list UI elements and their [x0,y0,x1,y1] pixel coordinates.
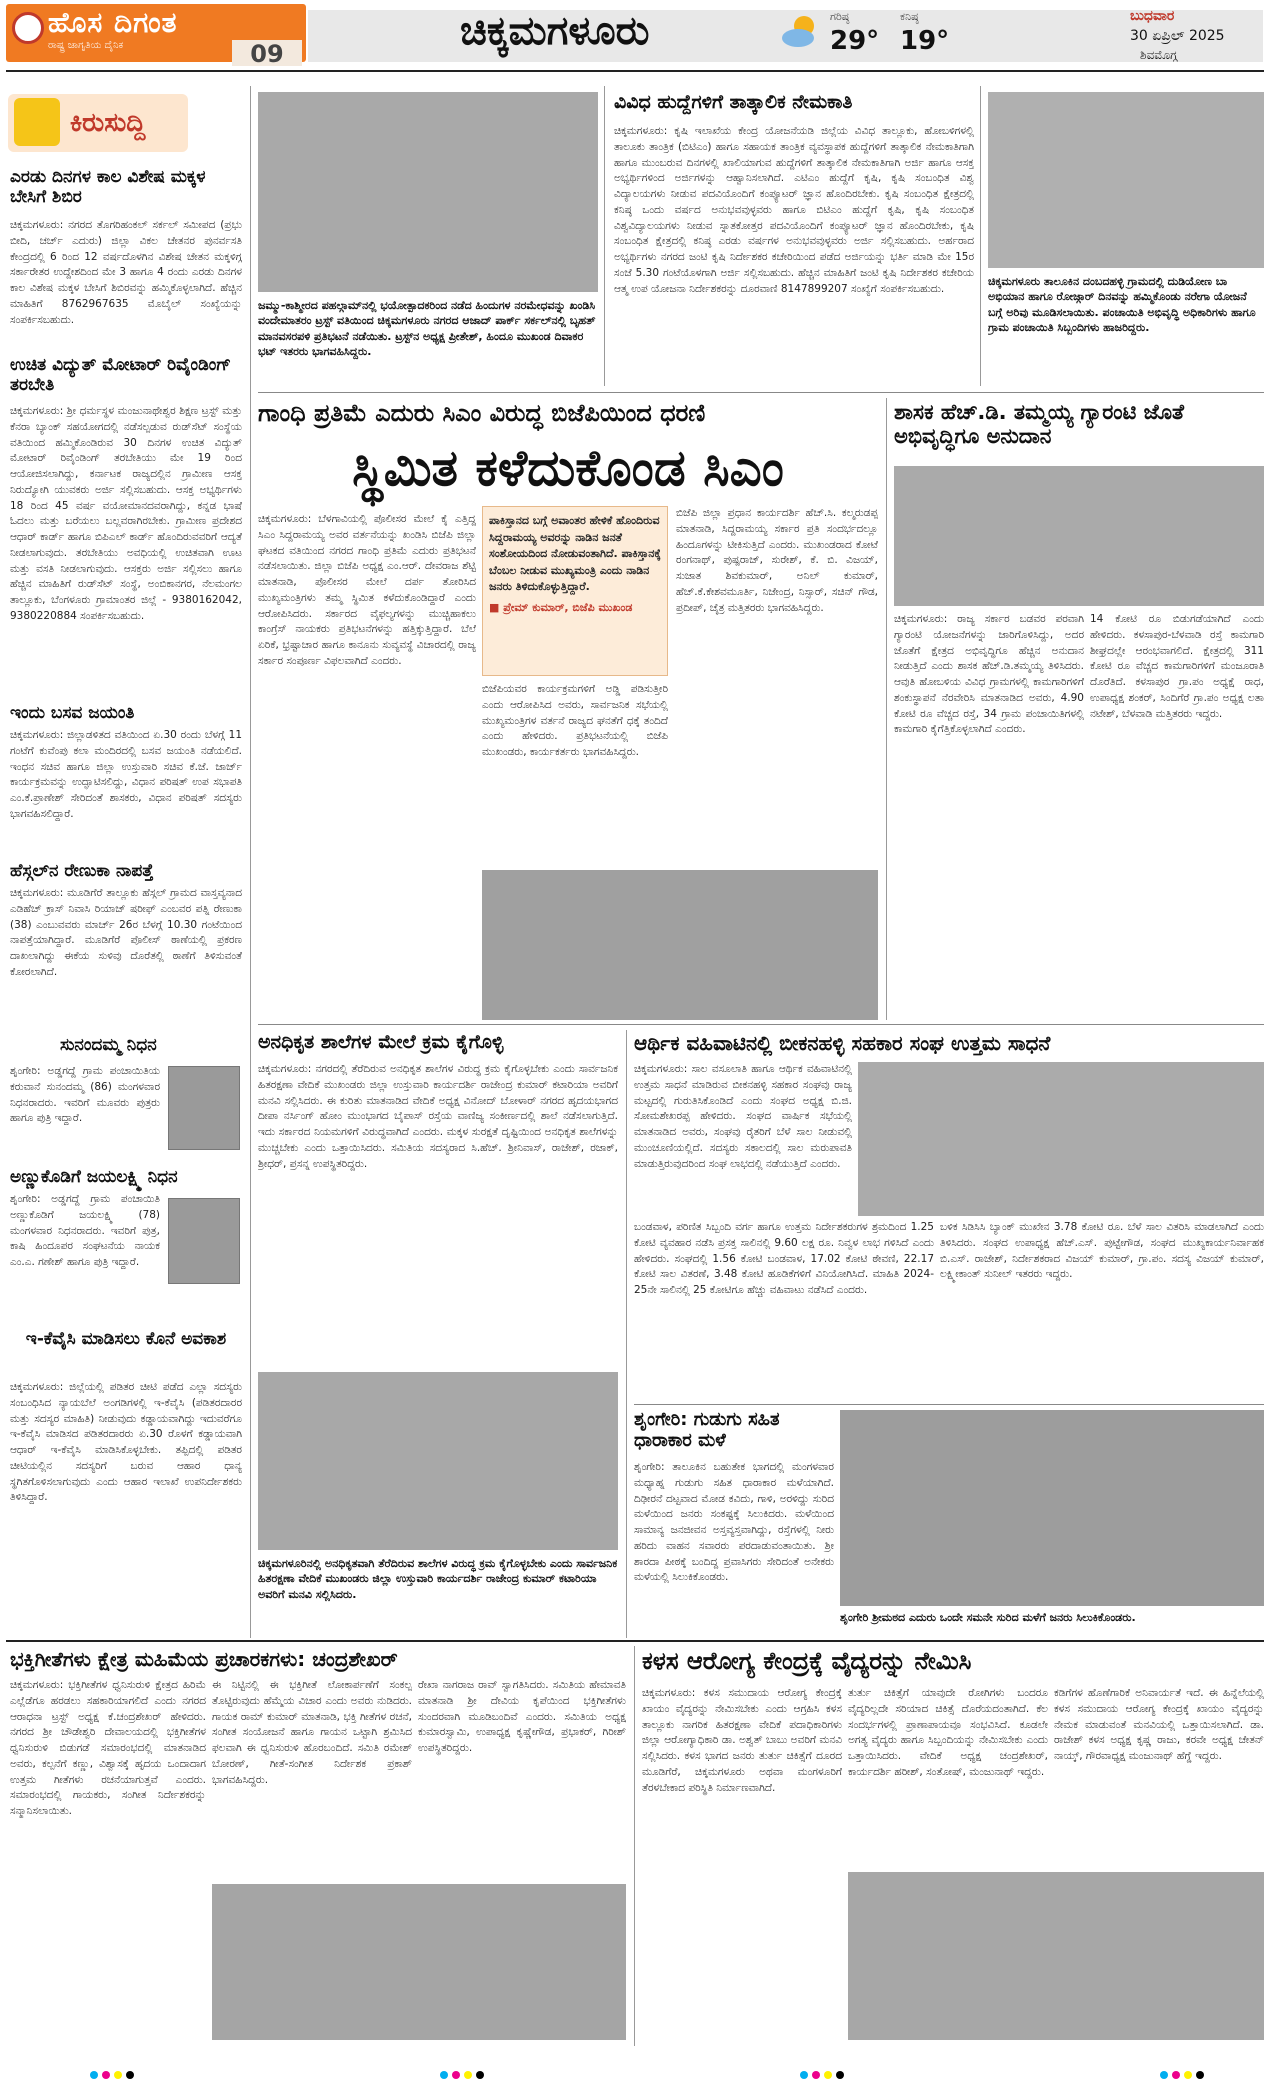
photo-caption: ಜಮ್ಮು-ಕಾಶ್ಮೀರದ ಪಹಲ್ಗಾಮ್‌ನಲ್ಲಿ ಭಯೋತ್ಪಾದಕರಿಂದ ನಡೆದ ಹಿಂದುಗಳ ನರಮೇಧವನ್ನು ಖಂಡಿಸಿ ವಂದೇಮಾತರಂ ಟ್ರಸ್ಟ್ ವತಿಯಿಂದ ಚಿಕ್ಕಮಗಳೂರು ನಗರದ ಆಜಾದ್ ಪಾರ್ಕ್ ಸರ್ಕಲ್‌ನಲ್ಲಿ ಬೃಹತ್ ಮಾನವಸರಪಳಿ ಪ್ರತಿಭಟನೆ ನಡೆಯಿತು. ಟ್ರಸ್ಟ್‌ನ ಅಧ್ಯಕ್ಷ ಪ್ರೀತೇಶ್, ಹಿಂದೂ ಮುಖಂಡ ದಿವಾಕರ ಭಟ್ ಇತರರು ಭಾಗವಹಿಸಿದ್ದರು. [258,299,596,359]
health-body: ಚಿಕ್ಕಮಗಳೂರು: ಕಳಸ ಸಮುದಾಯ ಆರೋಗ್ಯ ಕೇಂದ್ರಕ್ಕೆ ಖಾಯಂ ವೈದ್ಯರನ್ನು ನೇಮಿಸಬೇಕು ಎಂದು ಆಗ್ರಹಿಸಿ ಕಳಸ ತಾಲ್ಲೂಕು ನಾಗರಿಕ ಹಿತರಕ್ಷಣಾ ವೇದಿಕೆ ಪದಾಧಿಕಾರಿಗಳು ಜಿಲ್ಲಾ ಆರೋಗ್ಯಾಧಿಕಾರಿ ಡಾ. ಅಶ್ವತ್ ಬಾಬು ಅವರಿಗೆ ಮನವಿ ಸಲ್ಲಿಸಿದರು. ಕಳಸ ಭಾಗದ ಜನರು ತುರ್ತು ಚಿಕಿತ್ಸೆಗೆ ದೂರದ ಮೂಡಿಗೆರೆ, ಚಿಕ್ಕಮಗಳೂರು ಅಥವಾ ಮಂಗಳೂರಿಗೆ ತೆರಳಬೇಕಾದ ಪರಿಸ್ಥಿತಿ ನಿರ್ಮಾಣವಾಗಿದೆ. [642,1687,842,1794]
school-memo-photo [258,1372,618,1550]
bhakti-body: ಚಿಕ್ಕಮಗಳೂರು: ಭಕ್ತಿಗೀತೆಗಳ ಧ್ವನಿಸುರುಳಿ ಕ್ಷೇತ್ರದ ಹಿರಿಮೆ ಎಲ್ಲೆಡೆಗೂ ಹರಡಲು ಸಹಕಾರಿಯಾಗಲಿದೆ ಎಂದು ನಗರದ ಆರಾಧನಾ ಟ್ರಸ್ಟ್ ಅಧ್ಯಕ್ಷ ಕೆ.ಚಂದ್ರಶೇಖರ್ ಹೇಳಿದರು. ನಗರದ ಶ್ರೀ ಚೌಡೇಶ್ವರಿ ದೇವಾಲಯದಲ್ಲಿ ಭಕ್ತಿಗೀತೆಗಳ ಧ್ವನಿಸುರುಳಿ ಬಿಡುಗಡೆ ಸಮಾರಂಭದಲ್ಲಿ ಮಾತನಾಡಿದ ಅವರು, ಕಲ್ಪನೆಗೆ ಕಣ್ಣು, ವಿಶ್ವಾಸಕ್ಕೆ ಹೃದಯ ಒಂದಾದಾಗ ಉತ್ತಮ ಗೀತೆಗಳು ರಚನೆಯಾಗುತ್ತವೆ ಎಂದರು. ಸಮಾರಂಭದಲ್ಲಿ ಗಾಯಕರು, ಸಂಗೀತ ನಿರ್ದೇಶಕರನ್ನು ಸನ್ಮಾನಿಸಲಾಯಿತು. [10,1679,206,1817]
obituary-headline: ಅಣ್ಣುಕೊಡಿಗೆ ಜಯಲಕ್ಷ್ಮಿ ನಿಧನ [10,1167,178,1187]
lead-quote: ಪಾಕಿಸ್ತಾನದ ಬಗ್ಗೆ ಅವಾಂತರ ಹೇಳಿಕೆ ಹೊಂದಿರುವ ಸಿದ್ದರಾಮಯ್ಯ ಅವರನ್ನು ನಾಡಿನ ಜನತೆ ಸಂಶೋಯದಿಂದ ನೋಡುವಂತಾಗಿದೆ. ಪಾಕಿಸ್ತಾನಕ್ಕೆ ಬೆಂಬಲ ನೀಡುವ ಮುಖ್ಯಮಂತ್ರಿ ಎಂದು ನಾಡಿನ ಜನರು ತಿಳಿದುಕೊಳ್ಳುತ್ತಿದ್ದಾರೆ. [489,514,661,593]
logo-emblem-icon [12,12,44,44]
lead-body: ಬಿಜೆಪಿಯವರ ಕಾರ್ಯಕ್ರಮಗಳಿಗೆ ಅಡ್ಡಿ ಪಡಿಸುತ್ತೀರಿ ಎಂದು ಆರೋಪಿಸಿದ ಅವರು, ಸಾರ್ವಜನಿಕ ಸಭೆಯಲ್ಲಿ ಮುಖ್ಯಮಂತ್ರಿಗಳ ವರ್ತನೆ ರಾಜ್ಯದ ಘನತೆಗೆ ಧಕ್ಕೆ ತಂದಿದೆ ಎಂದು ಹೇಳಿದರು. ಪ್ರತಿಭಟನೆಯಲ್ಲಿ ಬಿಜೆಪಿ ಮುಖಂಡರು, ಕಾರ್ಯಕರ್ತರು ಭಾಗವಹಿಸಿದ್ದರು. [482,683,668,758]
photo-caption: ಚಿಕ್ಕಮಗಳೂರು ತಾಲೂಕಿನ ದಂಬದಹಳ್ಳಿ ಗ್ರಾಮದಲ್ಲಿ ದುಡಿಯೋಣ ಬಾ ಅಭಿಯಾನ ಹಾಗೂ ರೋಜ್ಗಾರ್ ದಿನವನ್ನು ಹಮ್ಮಿಕೊಂಡು ನರೇಗಾ ಯೋಜನೆ ಬಗ್ಗೆ ಅರಿವು ಮೂಡಿಸಲಾಯಿತು. ಪಂಚಾಯಿತಿ ಅಭಿವೃದ್ಧಿ ಅಧಿಕಾರಿಗಳು ಹಾಗೂ ಗ್ರಾಮ ಪಂಚಾಯಿತಿ ಸಿಬ್ಬಂದಿಗಳು ಹಾಜರಿದ್ದರು. [988,275,1256,335]
protest-photo [258,92,598,292]
masthead-rule [6,70,1264,72]
registration-dot [114,2071,122,2079]
bhakti-body: ರೇಖಾ ನಾಗರಾಜ ರಾವ್ ಸ್ವಾಗತಿಸಿದರು. ಸಮಿತಿಯ ಹೇಮಾವತಿ ಮಾತನಾಡಿ ಶ್ರೀ ದೇವಿಯ ಕೃಪೆಯಿಂದ ಭಕ್ತಿಗೀತೆಗಳು ಸುಂದರವಾಗಿ ಮೂಡಿಬಂದಿವೆ ಎಂದರು. ಸಮಿತಿಯ ಅಧ್ಯಕ್ಷ ಕುಮಾರಸ್ವಾಮಿ, ಉಪಾಧ್ಯಕ್ಷ ಕೃಷ್ಣೇಗೌಡ, ಪ್ರಭಾಕರ್, ಗಿರೀಶ್ ಉಪಸ್ಥಿತರಿದ್ದರು. [418,1679,626,1754]
publish-place: ಶಿವಮೊಗ್ಗ [1140,48,1178,62]
registration-dot [452,2071,460,2079]
obituary-headline: ಸುನಂದಮ್ಮ ನಿಧನ [60,1035,157,1055]
brief-body: ಚಿಕ್ಕಮಗಳೂರು: ಜಿಲ್ಲೆಯಲ್ಲಿ ಪಡಿತರ ಚೀಟಿ ಪಡೆದ ಎಲ್ಲಾ ಸದಸ್ಯರು ಸಂಬಂಧಿಸಿದ ನ್ಯಾಯಬೆಲೆ ಅಂಗಡಿಗಳಲ್ಲಿ ಇ-ಕೆವೈಸಿ (ಪಡಿತರದಾರರ ಮತ್ತು ಸದಸ್ಯರ ಮಾಹಿತಿ) ನೀಡುವುದು ಕಡ್ಡಾಯವಾಗಿದ್ದು ಇದುವರೆಗೂ ಇ-ಕೆವೈಸಿ ಮಾಡಿಸದ ಪಡಿತರದಾರರು ಏ.30 ರೊಳಗೆ ಕಡ್ಡಾಯವಾಗಿ ಆಧಾರ್ ಇ-ಕೆವೈಸಿ ಮಾಡಿಸಿಕೊಳ್ಳಬೇಕು. ತಪ್ಪಿದಲ್ಲಿ ಪಡಿತರ ಚೀಟಿಯಲ್ಲಿನ ಸದಸ್ಯರಿಗೆ ಬರುವ ಆಹಾರ ಧಾನ್ಯ ಸ್ಥಗಿತಗೊಳಿಸಲಾಗುವುದು ಎಂದು ಆಹಾರ ಇಲಾಖೆ ಉಪನಿರ್ದೇಶಕರು ತಿಳಿಸಿದ್ದಾರೆ. [10,1381,242,1504]
section-rule [634,1404,1264,1405]
obituary-photo [168,1066,240,1150]
brief-headline: ಇ-ಕೆವೈಸಿ ಮಾಡಿಸಲು ಕೊನೆ ಅವಕಾಶ [25,1329,227,1349]
page-number: 09 [232,40,302,66]
lead-quote-box [482,506,668,676]
bhakti-release-photo [212,1884,626,2040]
temp-max-label: ಗರಿಷ್ಠ [830,10,850,23]
registration-dot [800,2071,808,2079]
jobs-headline: ವಿವಿಧ ಹುದ್ದೆಗಳಿಗೆ ತಾತ್ಕಾಲಿಕ ನೇಮಕಾತಿ [614,91,853,113]
registration-dot [836,2071,844,2079]
rain-headline: ಶೃಂಗೇರಿ: ಗುಡುಗು ಸಹಿತ ಧಾರಾಕಾರ ಮಳೆ [634,1409,780,1451]
photo-caption: ಶೃಂಗೇರಿ ಶ್ರೀಮಠದ ಎದುರು ಒಂದೇ ಸಮನೇ ಸುರಿದ ಮಳೆಗೆ ಜನರು ಸಿಲುಕಿಕೊಂಡರು. [840,1611,1136,1624]
temp-min: 19° [900,26,950,56]
brief-headline: ಉಚಿತ ವಿದ್ಯುತ್ ಮೋಟಾರ್ ರಿವೈಂಡಿಂಗ್ ತರಬೇತಿ [10,355,232,395]
registration-dot [1160,2071,1168,2079]
section-rule [258,1024,1264,1025]
school-headline: ಅನಧಿಕೃತ ಶಾಲೆಗಳ ಮೇಲೆ ಕ್ರಮ ಕೈಗೊಳ್ಳಿ [258,1031,504,1053]
paper-tagline: ರಾಷ್ಟ್ರ ಜಾಗೃತಿಯ ದೈನಿಕ [48,40,124,51]
weather-cloud-sun-icon [780,10,822,52]
lead-body: ಚಿಕ್ಕಮಗಳೂರು: ಬೆಳಗಾವಿಯಲ್ಲಿ ಪೊಲೀಸರ ಮೇಲೆ ಕೈ ಎತ್ತಿದ್ದ ಸಿಎಂ ಸಿದ್ದರಾಮಯ್ಯ ಅವರ ವರ್ತನೆಯನ್ನು ಖಂಡಿಸಿ ಬಿಜೆಪಿ ಜಿಲ್ಲಾ ಘಟಕದ ವತಿಯಿಂದ ನಗರದ ಗಾಂಧಿ ಪ್ರತಿಮೆ ಎದುರು ಪ್ರತಿಭಟನೆ ನಡೆಸಲಾಯಿತು. ಜಿಲ್ಲಾ ಬಿಜೆಪಿ ಅಧ್ಯಕ್ಷ ಎಂ.ಆರ್. ದೇವರಾಜ ಶೆಟ್ಟಿ ಮಾತನಾಡಿ, ಪೊಲೀಸರ ಮೇಲೆ ದರ್ಪ ತೋರಿಸಿದ ಮುಖ್ಯಮಂತ್ರಿಗಳು ತಮ್ಮ ಸ್ಥಿಮಿತ ಕಳೆದುಕೊಂಡಿದ್ದಾರೆ ಎಂದು ಆರೋಪಿಸಿದರು. ಸರ್ಕಾರದ ವೈಫಲ್ಯಗಳನ್ನು ಮುಚ್ಚಿಹಾಕಲು ಕಾಂಗ್ರೆಸ್ ನಾಯಕರು ಪ್ರತಿಭಟನೆಗಳನ್ನು ಹತ್ತಿಕ್ಕುತ್ತಿದ್ದಾರೆ. ಬೆಲೆ ಏರಿಕೆ, ಭ್ರಷ್ಟಾಚಾರ ಹಾಗೂ ಕಾನೂನು ಸುವ್ಯವಸ್ಥೆ ವಿಚಾರದಲ್ಲಿ ರಾಜ್ಯ ಸರ್ಕಾರ ಸಂಪೂರ್ಣ ವಿಫಲವಾಗಿದೆ ಎಂದರು. [258,513,476,667]
coop-meeting-photo [858,1062,1264,1216]
edition-city: ಚಿಕ್ಕಮಗಳೂರು [460,8,650,54]
registration-dot [1172,2071,1180,2079]
lead-headline: ಸ್ಥಿಮಿತ ಕಳೆದುಕೊಂಡ ಸಿಎಂ [352,439,784,497]
obituary-body: ಶೃಂಗೇರಿ: ಅಡ್ಡಗದ್ದೆ ಗ್ರಾಮ ಪಂಚಾಯಿತಿ ಅಣ್ಣುಕೊಡಿಗೆ ಜಯಲಕ್ಷ್ಮಿ (78) ಮಂಗಳವಾರ ನಿಧನರಾದರು. ಇವರಿಗೆ ಪುತ್ರ, ಕಾಷಿ ಹಿಂದೂಪರ ಸಂಘಟನೆಯ ನಾಯಕ ಎಂ.ಎ. ಗಣೇಶ್ ಹಾಗೂ ಪುತ್ರಿ ಇದ್ದಾರೆ. [10,1193,160,1268]
obituary-photo [168,1198,240,1284]
brief-body: ಚಿಕ್ಕಮಗಳೂರು: ಶ್ರೀ ಧರ್ಮಸ್ಥಳ ಮಂಜುನಾಥೇಶ್ವರ ಶಿಕ್ಷಣ ಟ್ರಸ್ಟ್ ಮತ್ತು ಕೆನರಾ ಬ್ಯಾಂಕ್ ಸಹಯೋಗದಲ್ಲಿ ನಡೆಸಲ್ಪಡುವ ರುಡ್‌ಸೆಟ್ ಸಂಸ್ಥೆಯ ವತಿಯಿಂದ ಹಮ್ಮಿಕೊಂಡಿರುವ 30 ದಿನಗಳ ಉಚಿತ ವಿದ್ಯುತ್ ಮೋಟಾರ್ ರಿವೈಂಡಿಂಗ್ ತರಬೇತಿಯು ಮೇ 19 ರಿಂದ ಆಯೋಜಿಸಲಾಗಿದ್ದು, ಕರ್ನಾಟಕ ರಾಜ್ಯದಲ್ಲಿನ ಗ್ರಾಮೀಣ ಆಸಕ್ತ ನಿರುದ್ಯೋಗಿ ಯುವಕರು ಅರ್ಜಿ ಸಲ್ಲಿಸಬಹುದು. ಆಸಕ್ತ ಅಭ್ಯರ್ಥಿಗಳು 18 ರಿಂದ 45 ವರ್ಷ ವಯೋಮಾನದವರಾಗಿದ್ದು, ಕನ್ನಡ ಭಾಷೆ ಓದಲು ಮತ್ತು ಬರೆಯಲು ಬಲ್ಲವರಾಗಿರಬೇಕು. ಗ್ರಾಮೀಣ ಪ್ರದೇಶದ ಆಧಾರ್ ಕಾರ್ಡ್ ಹಾಗೂ ಬಿಪಿಎಲ್ ಕಾರ್ಡ್ ಹೊಂದಿರುವವರಿಗೆ ಆದ್ಯತೆ ನೀಡಲಾಗುವುದು. ತರಬೇತಿಯು ಅವಧಿಯಲ್ಲಿ ಉಚಿತವಾಗಿ ಊಟ ಮತ್ತು ವಸತಿ ನೀಡಲಾಗುವುದು. ಆಸಕ್ತರು ಅರ್ಜಿ ಸಲ್ಲಿಸಲು ಹಾಗೂ ಹೆಚ್ಚಿನ ಮಾಹಿತಿಗೆ ರುಡ್‌ಸೆಟ್ ಸಂಸ್ಥೆ, ಅಂಬಿಕಾನಗರ, ನೆಲಮಂಗಲ ತಾಲ್ಲೂಕು, ಬೆಂಗಳೂರು ಗ್ರಾಮಾಂತರ ಜಿಲ್ಲೆ - 9380162042, 9380220884 ಸಂಪರ್ಕಿಸಬಹುದು. [10,405,242,622]
brief-headline: ಎರಡು ದಿನಗಳ ಕಾಲ ವಿಶೇಷ ಮಕ್ಕಳ ಬೇಸಿಗೆ ಶಿಬಿರ [10,167,206,207]
kirusuddi-label: ಕಿರುಸುದ್ದಿ [70,108,146,138]
brief-headline: ಹೆಸ್ಗಲ್‌ನ ರೇಣುಕಾ ನಾಪತ್ತೆ [10,861,154,881]
registration-dot [824,2071,832,2079]
hand-point-icon [14,98,60,146]
column-divider [604,86,605,386]
rain-photo [840,1410,1264,1606]
registration-dot [812,2071,820,2079]
health-body: ಕಡಿಗೆಗಳ ಹೊಣೆಗಾರಿಕೆ ಅನಿವಾರ್ಯತೆ ಇದೆ. ಈ ಹಿನ್ನೆಲೆಯಲ್ಲಿ ಕಳಸ ಸಮುದಾಯ ಆರೋಗ್ಯ ಕೇಂದ್ರಕ್ಕೆ ಖಾಯಂ ವೈದ್ಯರನ್ನು ನೇಮಕ ಮಾಡುವಂತೆ ಮನವಿಯಲ್ಲಿ ಒತ್ತಾಯಿಸಲಾಗಿದೆ. ಡಾ. ರಾಜೇಶ್ ಕಳಸ ಅಧ್ಯಕ್ಷ ಕೃಷ್ಣ ರಾಜು, ಕರವೇ ಅಧ್ಯಕ್ಷ ಚೇತನ್ ನಾಯ್ಕ್, ಗೌರವಾಧ್ಯಕ್ಷ ಮಂಜುನಾಥ್ ಹೆಗ್ಡೆ ಇದ್ದರು. [1054,1687,1264,1762]
rain-body: ಶೃಂಗೇರಿ: ತಾಲೂಕಿನ ಬಹುತೇಕ ಭಾಗದಲ್ಲಿ ಮಂಗಳವಾರ ಮಧ್ಯಾಹ್ನ ಗುಡುಗು ಸಹಿತ ಧಾರಾಕಾರ ಮಳೆಯಾಗಿದೆ. ದಿಢೀರನೆ ದಟ್ಟವಾದ ಮೋಡ ಕವಿದು, ಗಾಳಿ, ಅರಳಿದ್ದು ಸುರಿದ ಮಳೆಯಿಂದ ಜನರು ಸಂಕಷ್ಟಕ್ಕೆ ಸಿಲುಕಿದರು. ಮಳೆಯಿಂದ ಸಾಮಾನ್ಯ ಜನಜೀವನ ಅಸ್ತವ್ಯಸ್ತವಾಗಿದ್ದು, ರಸ್ತೆಗಳಲ್ಲಿ ನೀರು ಹರಿದು ವಾಹನ ಸವಾರರು ಪರದಾಡುವಂತಾಯಿತು. ಶ್ರೀ ಶಾರದಾ ಪೀಠಕ್ಕೆ ಬಂದಿದ್ದ ಪ್ರವಾಸಿಗರು ಸೇರಿದಂತೆ ಅನೇಕರು ಮಳೆಯಲ್ಲಿ ಸಿಲುಕಿಕೊಂಡರು. [634,1461,834,1584]
lead-kicker: ಗಾಂಧಿ ಪ್ರತಿಮೆ ಎದುರು ಸಿಎಂ ವಿರುದ್ಧ ಬಿಜೆಪಿಯಿಂದ ಧರಣಿ [258,399,706,427]
photo-caption: ಚಿಕ್ಕಮಗಳೂರಿನಲ್ಲಿ ಅನಧಿಕೃತವಾಗಿ ತೆರೆದಿರುವ ಶಾಲೆಗಳ ವಿರುದ್ಧ ಕ್ರಮ ಕೈಗೊಳ್ಳಬೇಕು ಎಂದು ಸಾರ್ವಜನಿಕ ಹಿತರಕ್ಷಣಾ ವೇದಿಕೆ ಮುಖಂಡರು ಜಿಲ್ಲಾ ಉಸ್ತುವಾರಿ ಕಾರ್ಯದರ್ಶಿ ರಾಜೇಂದ್ರ ಕುಮಾರ್ ಕಟಾರಿಯಾ ಅವರಿಗೆ ಮನವಿ ಸಲ್ಲಿಸಿದರು. [258,1557,618,1601]
registration-dot [1184,2071,1192,2079]
registration-marks [1160,2064,1208,2074]
registration-marks [90,2064,138,2074]
health-body: ತುರ್ತು ಚಿಕಿತ್ಸೆಗೆ ಯಾವುದೇ ರೋಗಿಗಳು ಬಂದರೂ ವೈದ್ಯರಿಲ್ಲದೇ ಸರಿಯಾದ ಚಿಕಿತ್ಸೆ ದೊರೆಯದಂತಾಗಿದೆ. ಕೆಲ ಸಂದರ್ಭಗಳಲ್ಲಿ ಪ್ರಾಣಾಪಾಯವೂ ಸಂಭವಿಸಿದೆ. ಕೂಡಲೇ ಅಗತ್ಯ ವೈದ್ಯರು ಹಾಗೂ ಸಿಬ್ಬಂದಿಯನ್ನು ನೇಮಿಸಬೇಕು ಎಂದು ಒತ್ತಾಯಿಸಿದರು. ವೇದಿಕೆ ಅಧ್ಯಕ್ಷ ಚಂದ್ರಶೇಖರ್, ಕಾರ್ಯದರ್ಶಿ ಹರೀಶ್, ಸಂತೋಷ್, ಮಂಜುನಾಥ್ ಇದ್ದರು. [848,1687,1048,1778]
school-body: ಚಿಕ್ಕಮಗಳೂರು: ನಗರದಲ್ಲಿ ತೆರೆದಿರುವ ಅನಧಿಕೃತ ಶಾಲೆಗಳ ವಿರುದ್ಧ ಕ್ರಮ ಕೈಗೊಳ್ಳಬೇಕು ಎಂದು ಸಾರ್ವಜನಿಕ ಹಿತರಕ್ಷಣಾ ವೇದಿಕೆ ಮುಖಂಡರು ಜಿಲ್ಲಾ ಉಸ್ತುವಾರಿ ಕಾರ್ಯದರ್ಶಿ ರಾಜೇಂದ್ರ ಕುಮಾರ್ ಕಟಾರಿಯಾ ಅವರಿಗೆ ಮನವಿ ಸಲ್ಲಿಸಿದರು. ಈ ಕುರಿತು ಮಾತನಾಡಿದ ವೇದಿಕೆ ಅಧ್ಯಕ್ಷ ವಿನೋದ್ ಬೋಳಾರ್ ನಗರದ ಹೃದಯಭಾಗದ ದೀಪಾ ನರ್ಸಿಂಗ್ ಹೋಂ ಮುಂಭಾಗದ ಬೈಪಾಸ್ ರಸ್ತೆಯ ವಾಣಿಜ್ಯ ಸಂಕೀರ್ಣದಲ್ಲಿ ಶಾಲೆ ನಡೆಸಲಾಗುತ್ತಿದೆ. ಇದು ಸರ್ಕಾರದ ನಿಯಮಗಳಿಗೆ ವಿರುದ್ಧವಾಗಿದೆ ಎಂದರು. ಮಕ್ಕಳ ಸುರಕ್ಷತೆ ದೃಷ್ಟಿಯಿಂದ ಅನಧಿಕೃತ ಶಾಲೆಗಳನ್ನು ಮುಚ್ಚಬೇಕು ಎಂದು ಒತ್ತಾಯಿಸಿದರು. ಸಮಿತಿಯ ಸದಸ್ಯರಾದ ಸಿ.ಹೆಚ್. ಶ್ರೀನಿವಾಸ್, ರಾಜೇಶ್, ರಜಾಕ್, ಶ್ರೀಧರ್, ಪ್ರಸನ್ನ ಉಪಸ್ಥಿತರಿದ್ದರು. [258,1063,618,1170]
registration-dot [1196,2071,1204,2079]
temp-min-label: ಕನಿಷ್ಠ [900,10,919,23]
column-divider [626,1030,627,1638]
brief-body: ಚಿಕ್ಕಮಗಳೂರು: ಮೂಡಿಗೆರೆ ತಾಲ್ಲೂಕು ಹೆಸ್ಗಲ್ ಗ್ರಾಮದ ವಾಸ್ತವ್ಯನಾದ ಎಡಿಹೆಚ್ ಕ್ರಾಸ್ ನಿವಾಸಿ ರಿಯಾಜ್ ಷರೀಫ್ ಎಂಬವರ ಪತ್ನಿ ರೇಣುಕಾ (38) ಎಂಬುವವರು ಮಾರ್ಚ್ 26ರ ಬೆಳಗ್ಗೆ 10.30 ಗಂಟೆಯಿಂದ ನಾಪತ್ತೆಯಾಗಿದ್ದಾರೆ. ಮೂಡಿಗೆರೆ ಪೊಲೀಸ್ ಠಾಣೆಯಲ್ಲಿ ಪ್ರಕರಣ ದಾಖಲಾಗಿದ್ದು ಈಕೆಯ ಸುಳಿವು ದೊರೆತಲ್ಲಿ ಠಾಣೆಗೆ ತಿಳಿಸುವಂತೆ ಕೋರಲಾಗಿದೆ. [10,887,242,978]
coop-body: ಬಂಡವಾಳ, ಪರಿಣಿತ ಸಿಬ್ಬಂದಿ ವರ್ಗ ಹಾಗೂ ಉತ್ತಮ ನಿರ್ದೇಶಕರುಗಳ ಶ್ರಮದಿಂದ 1.25 ಕೋಟಿ ವ್ಯವಹಾರ ನಡೆಸಿ ಪ್ರಸಕ್ತ ಸಾಲಿನಲ್ಲಿ 9.60 ಲಕ್ಷ ರೂ. ನಿವ್ವಳ ಲಾಭ ಗಳಿಸಿದೆ ಎಂದು ಹೇಳಿದರು. ಸಂಘದಲ್ಲಿ 1.56 ಕೋಟಿ ಬಂಡವಾಳ, 17.02 ಕೋಟಿ ಠೇವಣಿ, 22.17 ಕೋಟಿ ಸಾಲ ವಿತರಣೆ, 3.48 ಕೋಟಿ ಹೂಡಿಕೆಗಳಿಗೆ ವಿನಿಯೋಗಿಸಿದೆ. ಮಾಹಿತಿ 2024-25ನೇ ಸಾಲಿನಲ್ಲಿ 25 ಕೋಟಿಗೂ ಹೆಚ್ಚು ವಹಿವಾಟು ನಡೆಸಿದೆ ಎಂದರು. [634,1221,934,1296]
brief-headline: ಇಂದು ಬಸವ ಜಯಂತಿ [10,703,135,723]
brief-body: ಚಿಕ್ಕಮಗಳೂರು: ಜಿಲ್ಲಾಡಳಿತದ ವತಿಯಿಂದ ಏ.30 ರಂದು ಬೆಳಗ್ಗೆ 11 ಗಂಟೆಗೆ ಕುವೆಂಪು ಕಲಾ ಮಂದಿರದಲ್ಲಿ ಬಸವ ಜಯಂತಿ ನಡೆಯಲಿದೆ. ಇಂಧನ ಸಚಿವ ಹಾಗೂ ಜಿಲ್ಲಾ ಉಸ್ತುವಾರಿ ಸಚಿವ ಕೆ.ಜೆ. ಜಾರ್ಜ್ ಕಾರ್ಯಕ್ರಮವನ್ನು ಉದ್ಘಾಟಿಸಲಿದ್ದು, ವಿಧಾನ ಪರಿಷತ್ ಉಪ ಸಭಾಪತಿ ಎಂ.ಕೆ.ಪ್ರಾಣೇಶ್ ಸೇರಿದಂತೆ ಶಾಸಕರು, ವಿಧಾನ ಪರಿಷತ್ ಸದಸ್ಯರು ಭಾಗವಹಿಸಲಿದ್ದಾರೆ. [10,729,242,820]
issue-day: ಬುಧವಾರ [1130,8,1175,24]
section-rule [258,392,1264,393]
bhakti-body: ಈ ನಿಟ್ಟಿನಲ್ಲಿ ಈ ಭಕ್ತಿಗೀತೆ ಲೋಕಾರ್ಪಣೆಗೆ ಸಂಕಲ್ಪ ತೊಟ್ಟಿರುವುದು ಹೆಮ್ಮೆಯ ವಿಚಾರ ಎಂದು ಅವರು ನುಡಿದರು. ಗಾಯಕ ರಾಮ್ ಕುಮಾರ್ ಮಾತನಾಡಿ, ಭಕ್ತಿ ಗೀತೆಗಳ ರಚನೆ, ಸಂಗೀತ ಸಂಯೋಜನೆ ಹಾಗೂ ಗಾಯನ ಒಟ್ಟಾಗಿ ಶ್ರಮಿಸಿದ ಫಲವಾಗಿ ಈ ಧ್ವನಿಸುರುಳಿ ಹೊರಬಂದಿದೆ. ಸಮಿತಿ ರಮೇಶ್ ಬೋರಣ್, ಗೀತೆ-ಸಂಗೀತ ನಿರ್ದೇಶಕ ಪ್ರಕಾಶ್ ಭಾಗವಹಿಸಿದ್ದರು. [212,1679,412,1786]
mla-headline: ಶಾಸಕ ಹೆಚ್.ಡಿ. ತಮ್ಮಯ್ಯ ಗ್ಯಾರಂಟಿ ಜೊತೆ ಅಭಿವೃದ್ಧಿಗೂ ಅನುದಾನ [894,400,1184,449]
issue-date: 30 ಏಪ್ರಿಲ್ 2025 [1130,28,1225,44]
lead-quote-author: ■ ಪ್ರೇಮ್ ಕುಮಾರ್, ಬಿಜೆಪಿ ಮುಖಂಡ [489,600,633,614]
health-memo-photo [848,1872,1264,2040]
registration-marks [440,2064,488,2074]
health-headline: ಕಳಸ ಆರೋಗ್ಯ ಕೇಂದ್ರಕ್ಕೆ ವೈದ್ಯರನ್ನು ನೇಮಿಸಿ [642,1647,972,1675]
obituary-body: ಶೃಂಗೇರಿ: ಅಡ್ಡಗದ್ದೆ ಗ್ರಾಮ ಪಂಚಾಯಿತಿಯ ಕರುವಾನೆ ಸುನಂದಮ್ಮ (86) ಮಂಗಳವಾರ ನಿಧನರಾದರು. ಇವರಿಗೆ ಮೂವರು ಪುತ್ರರು ಹಾಗೂ ಪುತ್ರಿ ಇದ್ದಾರೆ. [10,1065,160,1125]
registration-dot [440,2071,448,2079]
registration-dot [126,2071,134,2079]
column-divider [980,86,981,386]
mla-body: ಚಿಕ್ಕಮಗಳೂರು: ರಾಜ್ಯ ಸರ್ಕಾರ ಬಡವರ ಪರವಾಗಿ ಗ್ಯಾರಂಟಿ ಯೋಜನೆಗಳನ್ನು ಜಾರಿಗೊಳಿಸಿದ್ದು, ಅದರ ಜೊತೆಗೆ ಕ್ಷೇತ್ರದ ಅಭಿವೃದ್ಧಿಗೂ ಹೆಚ್ಚಿನ ಅನುದಾನ ನೀಡುತ್ತಿದೆ ಎಂದು ಶಾಸಕ ಹೆಚ್.ಡಿ.ತಮ್ಮಯ್ಯ ತಿಳಿಸಿದರು. ಆವುತಿ ಹೋಬಳಿಯ ವಿವಿಧ ಗ್ರಾಮಗಳಲ್ಲಿ ಕಾಮಗಾರಿಗಳಿಗೆ ಶಂಕುಸ್ಥಾಪನೆ ನೆರವೇರಿಸಿ ಮಾತನಾಡಿದ ಅವರು, 4.90 ಕೋಟಿ ರೂ ವೆಚ್ಚದ ರಸ್ತೆ, 34 ಗ್ರಾಮ ಪಂಚಾಯಿತಿಗಳಲ್ಲಿ ಕಾಮಗಾರಿ ಕೈಗೆತ್ತಿಕೊಳ್ಳಲಾಗಿದೆ ಎಂದರು. [894,613,1084,736]
coop-body: ಬಳಿಕ ಸಿಡಿಸಿಸಿ ಬ್ಯಾಂಕ್ ಮುಖೇನ 3.78 ಕೋಟಿ ರೂ. ಬೆಳೆ ಸಾಲ ವಿತರಿಸಿ ಮಾಡಲಾಗಿದೆ ಎಂದು ತಿಳಿಸಿದರು. ಸಂಘದ ಉಪಾಧ್ಯಕ್ಷ ಹೆಚ್.ಎಸ್. ಪುಟ್ಟೇಗೌಡ, ಸಂಘದ ಮುಖ್ಯಕಾರ್ಯನಿರ್ವಾಹಕ ಬಿ.ಎಸ್. ರಾಜೇಶ್, ನಿರ್ದೇಶಕರಾದ ವಿಜಯ್ ಕುಮಾರ್, ಗ್ರಾ.ಪಂ. ಸದಸ್ಯ ವಿಜಯ್ ಕುಮಾರ್, ಲಕ್ಷ್ಮೀಕಾಂತ್ ಸುನೀಲ್ ಇತರರು ಇದ್ದರು. [940,1221,1264,1281]
column-divider [886,398,887,1020]
section-rule [6,1640,1264,1642]
registration-marks [800,2064,848,2074]
coop-headline: ಆರ್ಥಿಕ ವಹಿವಾಟಿನಲ್ಲಿ ಬೀಕನಹಳ್ಳಿ ಸಹಕಾರ ಸಂಘ ಉತ್ತಮ ಸಾಧನೆ [634,1031,1051,1055]
mla-body: 14 ಕೋಟಿ ರೂ ಬಿಡುಗಡೆಯಾಗಿದೆ ಎಂದು ಹೇಳಿದರು. ಕಳಸಾಪುರ-ಬೆಳವಾಡಿ ರಸ್ತೆ ಕಾಮಗಾರಿ ಶೀಘ್ರದಲ್ಲೇ ಆರಂಭವಾಗಲಿದೆ. ಕ್ಷೇತ್ರದಲ್ಲಿ 311 ಕೋಟಿ ರೂ ವೆಚ್ಚದ ಕಾಮಗಾರಿಗಳಿಗೆ ಮಂಜೂರಾತಿ ದೊರೆತಿದೆ. ಕಳಸಾಪುರ ಗ್ರಾ.ಪಂ ಅಧ್ಯಕ್ಷೆ ರಾಧ, ಉಪಾಧ್ಯಕ್ಷ ಶಂಕರ್, ಸಿಂದಿಗೆರೆ ಗ್ರಾ.ಪಂ ಅಧ್ಯಕ್ಷ ಲತಾ ನಟೇಶ್, ಬೆಳವಾಡಿ ಮತ್ತಿತರರು ಇದ್ದರು. [1090,613,1264,720]
jobs-body: ಚಿಕ್ಕಮಗಳೂರು: ಕೃಷಿ ಇಲಾಖೆಯ ಕೇಂದ್ರ ಯೋಜನೆಯಡಿ ಜಿಲ್ಲೆಯ ವಿವಿಧ ತಾಲ್ಲೂಕು, ಹೋಬಳಿಗಳಲ್ಲಿ ತಾಲೂಕು ತಾಂತ್ರಿಕ (ಬಿಟಿಎಂ) ಹಾಗೂ ಸಹಾಯಕ ತಾಂತ್ರಿಕ ವ್ಯವಸ್ಥಾಪಕ ಹುದ್ದೆಗಳಿಗೆ ತಾತ್ಕಾಲಿಕ ನೇಮಕಾತಿಗಾಗಿ ಹಾಗೂ ಮುಂಬರುವ ದಿನಗಳಲ್ಲಿ ಖಾಲಿಯಾಗುವ ಹುದ್ದೆಗಳಿಗೆ ತಾತ್ಕಾಲಿಕ ನೇಮಕಾತಿಗಾಗಿ ಅರ್ಜಿ ಹಾಗೂ ಆಸಕ್ತ ಅಭ್ಯರ್ಥಿಗಳಿಂದ ಅರ್ಜಿಗಳನ್ನು ಆಹ್ವಾನಿಸಲಾಗಿದೆ. ಎಟಿಎಂ ಹುದ್ದೆಗೆ ಕೃಷಿ, ಕೃಷಿ ಸಂಬಂಧಿತ ವಿಶ್ವ ವಿದ್ಯಾಲಯಗಳು ನೀಡುವ ಪದವಿಯೊಂದಿಗೆ ಕಂಪ್ಯೂಟರ್ ಜ್ಞಾನ ಹೊಂದಿರಬೇಕು. ಕೃಷಿ ಸಂಬಂಧಿತ ಕ್ಷೇತ್ರದಲ್ಲಿ ಕನಿಷ್ಠ ಒಂದು ವರ್ಷದ ಅನುಭವವುಳ್ಳವರು ಹಾಗೂ ಬಿಟಿಎಂ ಹುದ್ದೆಗೆ ಕೃಷಿ, ಕೃಷಿ ಸಂಬಂಧಿತ ವಿಶ್ವವಿದ್ಯಾಲಯಗಳು ನೀಡುವ ಸ್ನಾತಕೋತ್ತರ ಪದವಿಯೊಂದಿಗೆ ಕಂಪ್ಯೂಟರ್ ಜ್ಞಾನ ಹೊಂದಿರಬೇಕು, ಕೃಷಿ ಸಂಬಂಧಿತ ಕ್ಷೇತ್ರದಲ್ಲಿ ಕನಿಷ್ಠ ಎರಡು ವರ್ಷಗಳ ಅನುಭವವುಳ್ಳವರು ಅರ್ಜಿ ಸಲ್ಲಿಸಬಹುದು. ಅರ್ಹರಾದ ಅಭ್ಯರ್ಥಿಗಳು ನಗರದ ಜಂಟಿ ಕೃಷಿ ನಿರ್ದೇಶಕರ ಕಚೇರಿಯಿಂದ ಪಡೆದ ಅರ್ಜಿಯನ್ನು ಭರ್ತಿ ಮಾಡಿ ಮೇ 15ರ ಸಂಜೆ 5.30 ಗಂಟೆಯೊಳಗಾಗಿ ಅರ್ಜಿ ಸಲ್ಲಿಸಬಹುದು. ಹೆಚ್ಚಿನ ಮಾಹಿತಿಗೆ ಜಂಟಿ ಕೃಷಿ ನಿರ್ದೇಶಕರ ಕಚೇರಿಯ ಆತ್ಮ ಉಪ ಯೋಜನಾ ನಿರ್ದೇಶಕರನ್ನು ದೂರವಾಣಿ 8147899207 ಸಂಖ್ಯೆಗೆ ಸಂಪರ್ಕಿಸಬಹುದು. [614,125,974,295]
protest-dharna-photo [482,870,878,1020]
registration-dot [102,2071,110,2079]
nrega-photo [988,92,1264,268]
brief-body: ಚಿಕ್ಕಮಗಳೂರು: ನಗರದ ತೊಗರಿಹಂಕಲ್ ಸರ್ಕಲ್ ಸಮೀಪದ (ಪ್ರಭು ಬೀದಿ, ಚರ್ಚ್ ಎದುರು) ಜಿಲ್ಲಾ ವಿಕಲ ಚೇತನರ ಪುನರ್ವಸತಿ ಕೇಂದ್ರದಲ್ಲಿ 6 ರಿಂದ 12 ವರ್ಷದೊಳಗಿನ ವಿಶೇಷ ಚೇತನ ಮಕ್ಕಳಿಗ್ಗ ಸರ್ಕಾರೇತರ ಉದ್ದೇಶದಿಂದ ಮೇ 3 ಹಾಗೂ 4 ರಂದು ಎರಡು ದಿನಗಳ ಕಾಲ ವಿಶೇಷ ಮಕ್ಕಳ ಬೇಸಿಗೆ ಶಿಬಿರವನ್ನು ಹಮ್ಮಿಕೊಳ್ಳಲಾಗಿದೆ. ಹೆಚ್ಚಿನ ಮಾಹಿತಿಗೆ 8762967635 ಮೊಬೈಲ್ ಸಂಖ್ಯೆಯನ್ನು ಸಂಪರ್ಕಿಸಬಹುದು. [10,219,242,326]
registration-dot [90,2071,98,2079]
temp-max: 29° [830,26,880,56]
lead-body: ಬಿಜೆಪಿ ಜಿಲ್ಲಾ ಪ್ರಧಾನ ಕಾರ್ಯದರ್ಶಿ ಹೆಚ್.ಸಿ. ಕಲ್ಮರುಡಪ್ಪ ಮಾತನಾಡಿ, ಸಿದ್ದರಾಮಯ್ಯ ಸರ್ಕಾರ ಪ್ರತಿ ಸಂದರ್ಭದಲ್ಲೂ ಹಿಂದೂಗಳನ್ನು ಟೀಕಿಸುತ್ತಿದೆ ಎಂದರು. ಮುಖಂಡರಾದ ಕೋಟೆ ರಂಗನಾಥ್, ಪುಷ್ಪರಾಜ್, ಸುರೇಶ್, ಕೆ. ಬಿ. ವಿಜಯ್, ಸುಜಾತ ಶಿವಕುಮಾರ್, ಅನಿಲ್ ಕುಮಾರ್, ಹೆಚ್.ಕೆ.ಕೇಶವಮೂರ್ತಿ, ನಿಜೇಂದ್ರ, ನಿಸ್ಸಾರ್, ಸಚಿನ್ ಗೌಡ, ಪ್ರದೀಪ್, ಚೈತ್ರ ಮತ್ತಿತರರು ಭಾಗವಹಿಸಿದ್ದರು. [676,507,878,614]
mla-photo [894,466,1264,606]
column-divider [634,1646,635,2046]
registration-dot [476,2071,484,2079]
masthead [0,0,1270,70]
bhakti-headline: ಭಕ್ತಿಗೀತೆಗಳು ಕ್ಷೇತ್ರ ಮಹಿಮೆಯ ಪ್ರಚಾರಕಗಳು: ಚಂದ್ರಶೇಖರ್ [10,1647,398,1671]
registration-dot [464,2071,472,2079]
column-divider [250,86,251,1638]
coop-body: ಚಿಕ್ಕಮಗಳೂರು: ಸಾಲ ವಸೂಲಾತಿ ಹಾಗೂ ಆರ್ಥಿಕ ವಹಿವಾಟಿನಲ್ಲಿ ಉತ್ತಮ ಸಾಧನೆ ಮಾಡಿರುವ ಬೀಕನಹಳ್ಳಿ ಸಹಕಾರ ಸಂಘವು ರಾಜ್ಯ ಮಟ್ಟದಲ್ಲಿ ಗುರುತಿಸಿಕೊಂಡಿದೆ ಎಂದು ಸಂಘದ ಅಧ್ಯಕ್ಷ ಬಿ.ಜಿ. ಸೋಮಶೇಖರಪ್ಪ ಹೇಳಿದರು. ಸಂಘದ ವಾರ್ಷಿಕ ಸಭೆಯಲ್ಲಿ ಮಾತನಾಡಿದ ಅವರು, ಸಂಘವು ರೈತರಿಗೆ ಬೆಳೆ ಸಾಲ ನೀಡುವಲ್ಲಿ ಮುಂಚೂಣಿಯಲ್ಲಿದೆ. ಸದಸ್ಯರು ಸಕಾಲದಲ್ಲಿ ಸಾಲ ಮರುಪಾವತಿ ಮಾಡುತ್ತಿರುವುದರಿಂದ ಸಂಘ ಲಾಭದಲ್ಲಿ ನಡೆಯುತ್ತಿದೆ ಎಂದರು. [634,1063,852,1170]
paper-name: ಹೊಸ ದಿಗಂತ [48,6,178,39]
